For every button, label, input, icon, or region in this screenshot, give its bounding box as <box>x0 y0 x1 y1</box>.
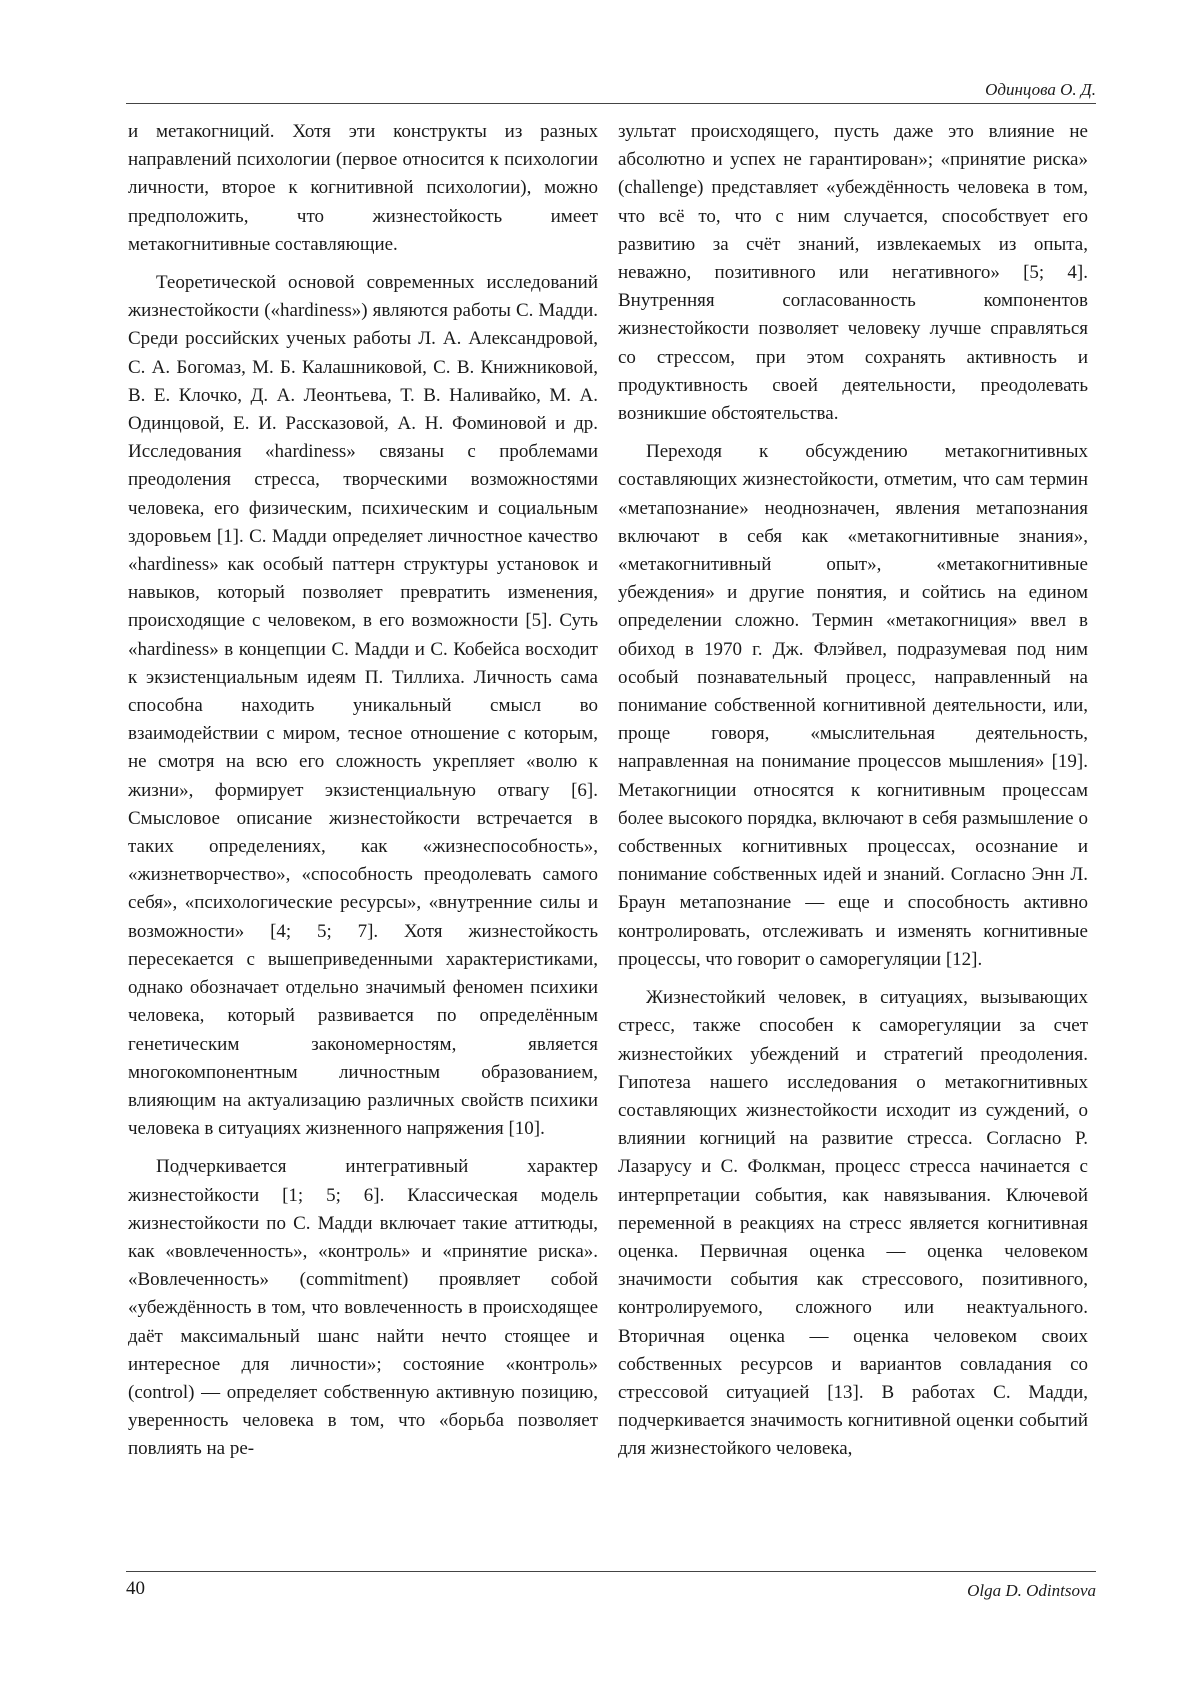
footer-author-latin: Olga D. Odintsova <box>967 1581 1096 1600</box>
footer-rule <box>126 1571 1096 1572</box>
paragraph: Жизнестойкий человек, в ситуациях, вызывающих стресс, также способен к саморегуляции за счет жизнестойких убеждений и стратегий преодоления. Гипотеза нашего исследования о метакогнитивных составляющих жизнестойкости исходит из суждений, о влиянии когниций на развитие стресса. Согласно Р. Лазарусу и С. Фолкман, процесс стресса начинается с интерпретации события, как навязывания. Ключевой переменной в реакциях на стресс является когнитивная оценка. Первичная оценка — оценка человеком значимости события как стрессового, позитивного, контролируемого, сложного или неактуального. Вторичная оценка — оценка человеком своих собственных ресурсов и вариантов совладания со стрессовой ситуацией [13]. В работах С. Мадди, подчеркивается значимость когнитивной оценки событий для жизнестойкого человека, <box>618 987 1088 1460</box>
running-head-author: Одинцова О. Д. <box>985 80 1096 99</box>
paragraph: зультат происходящего, пусть даже это влияние не абсолютно и успех не гарантирован»; «принятие риска» (challenge) представляет «убеждённость человека в том, что всё то, что с ним случается, способствует его развитию за счёт знаний, извлекаемых из опыта, неважно, позитивного или негативного» [5; 4]. Внутренняя согласованность компонентов жизнестойкости позволяет человеку лучше справляться со стрессом, при этом сохранять активность и продуктивность своей деятельности, преодолевать возникшие обстоятельства. <box>618 121 1088 425</box>
header-rule <box>126 103 1096 104</box>
right-column <box>618 118 1088 1474</box>
page-number: 40 <box>126 1578 145 1599</box>
paragraph: Подчеркивается интегративный характер жизнестойкости [1; 5; 6]. Классическая модель жизнестойкости по С. Мадди включает такие аттитюды, как «вовлеченность», «контроль» и «принятие риска». «Вовлеченность» (commitment) проявляет собой «убеждённость в том, что вовлеченность в происходящее даёт максимальный шанс найти нечто стоящее и интересное для личности»; состояние «контроль» (control) — определяет собственную активную позицию, уверенность человека в том, что «борьба позволяет повлиять на ре- <box>128 1156 598 1460</box>
paragraph: Теоретической основой современных исследований жизнестойкости («hardiness») являются работы С. Мадди. Среди российских ученых работы Л. А. Александровой, С. А. Богомаз, М. Б. Калашниковой, С. В. Книжниковой, В. Е. Клочко, Д. А. Леонтьева, Т. В. Наливайко, М. А. Одинцовой, Е. И. Рассказовой, А. Н. Фоминовой и др. Исследования «hardiness» связаны с проблемами преодоления стресса, творческими возможностями человека, его физическим, психическим и социальным здоровьем [1]. С. Мадди определяет личностное качество «hardiness» как особый паттерн структуры установок и навыков, который позволяет превратить изменения, происходящие с человеком, в его возможности [5]. Суть «hardiness» в концепции С. Мадди и С. Кобейса восходит к экзистенциальным идеям П. Тиллиха. Личность сама способна находить уникальный смысл во взаимодействии с миром, тесное отношение с которым, не смотря на всю его сложность укрепляет «волю к жизни», формирует экзистенциальную отвагу [6]. Смысловое описание жизнестойкости встречается в таких определениях, как «жизнеспособность», «жизнетворчество», «способность преодолевать самого себя», «психологические ресурсы», «внутренние силы и возможности» [4; 5; 7]. Хотя жизнестойкость пересекается с вышеприведенными характеристиками, однако обозначает отдельно значимый феномен психики человека, который развивается по определённым генетическим закономерностям, является многокомпонентным личностным образованием, влияющим на актуализацию различных свойств психики человека в ситуациях жизненного напряжения [10]. <box>128 272 598 1140</box>
paragraph: и метакогниций. Хотя эти конструкты из разных направлений психологии (первое относится к психологии личности, второе к когнитивной психологии), можно предположить, что жизнестойкость имеет метакогнитивные составляющие. <box>128 121 598 255</box>
paragraph: Переходя к обсуждению метакогнитивных составляющих жизнестойкости, отметим, что сам термин «метапознание» неоднозначен, явления метапознания включают в себя как «метакогнитивные знания», «метакогнитивный опыт», «метакогнитивные убеждения» и другие понятия, и сойтись на едином определении сложно. Термин «метакогниция» ввел в обиход в 1970 г. Дж. Флэйвел, подразумевая под ним особый познавательный процесс, направленный на понимание собственной когнитивной деятельности, или, проще говоря, «мыслительная деятельность, направленная на понимание процессов мышления» [19]. Метакогниции относятся к когнитивным процессам более высокого порядка, включают в себя размышление о собственных когнитивных процессах, осознание и понимание собственных идей и знаний. Согласно Энн Л. Браун метапознание — еще и способность активно контролировать, отслеживать и изменять когнитивные процессы, что говорит о саморегуляции [12]. <box>618 441 1088 970</box>
left-column <box>128 118 598 1474</box>
